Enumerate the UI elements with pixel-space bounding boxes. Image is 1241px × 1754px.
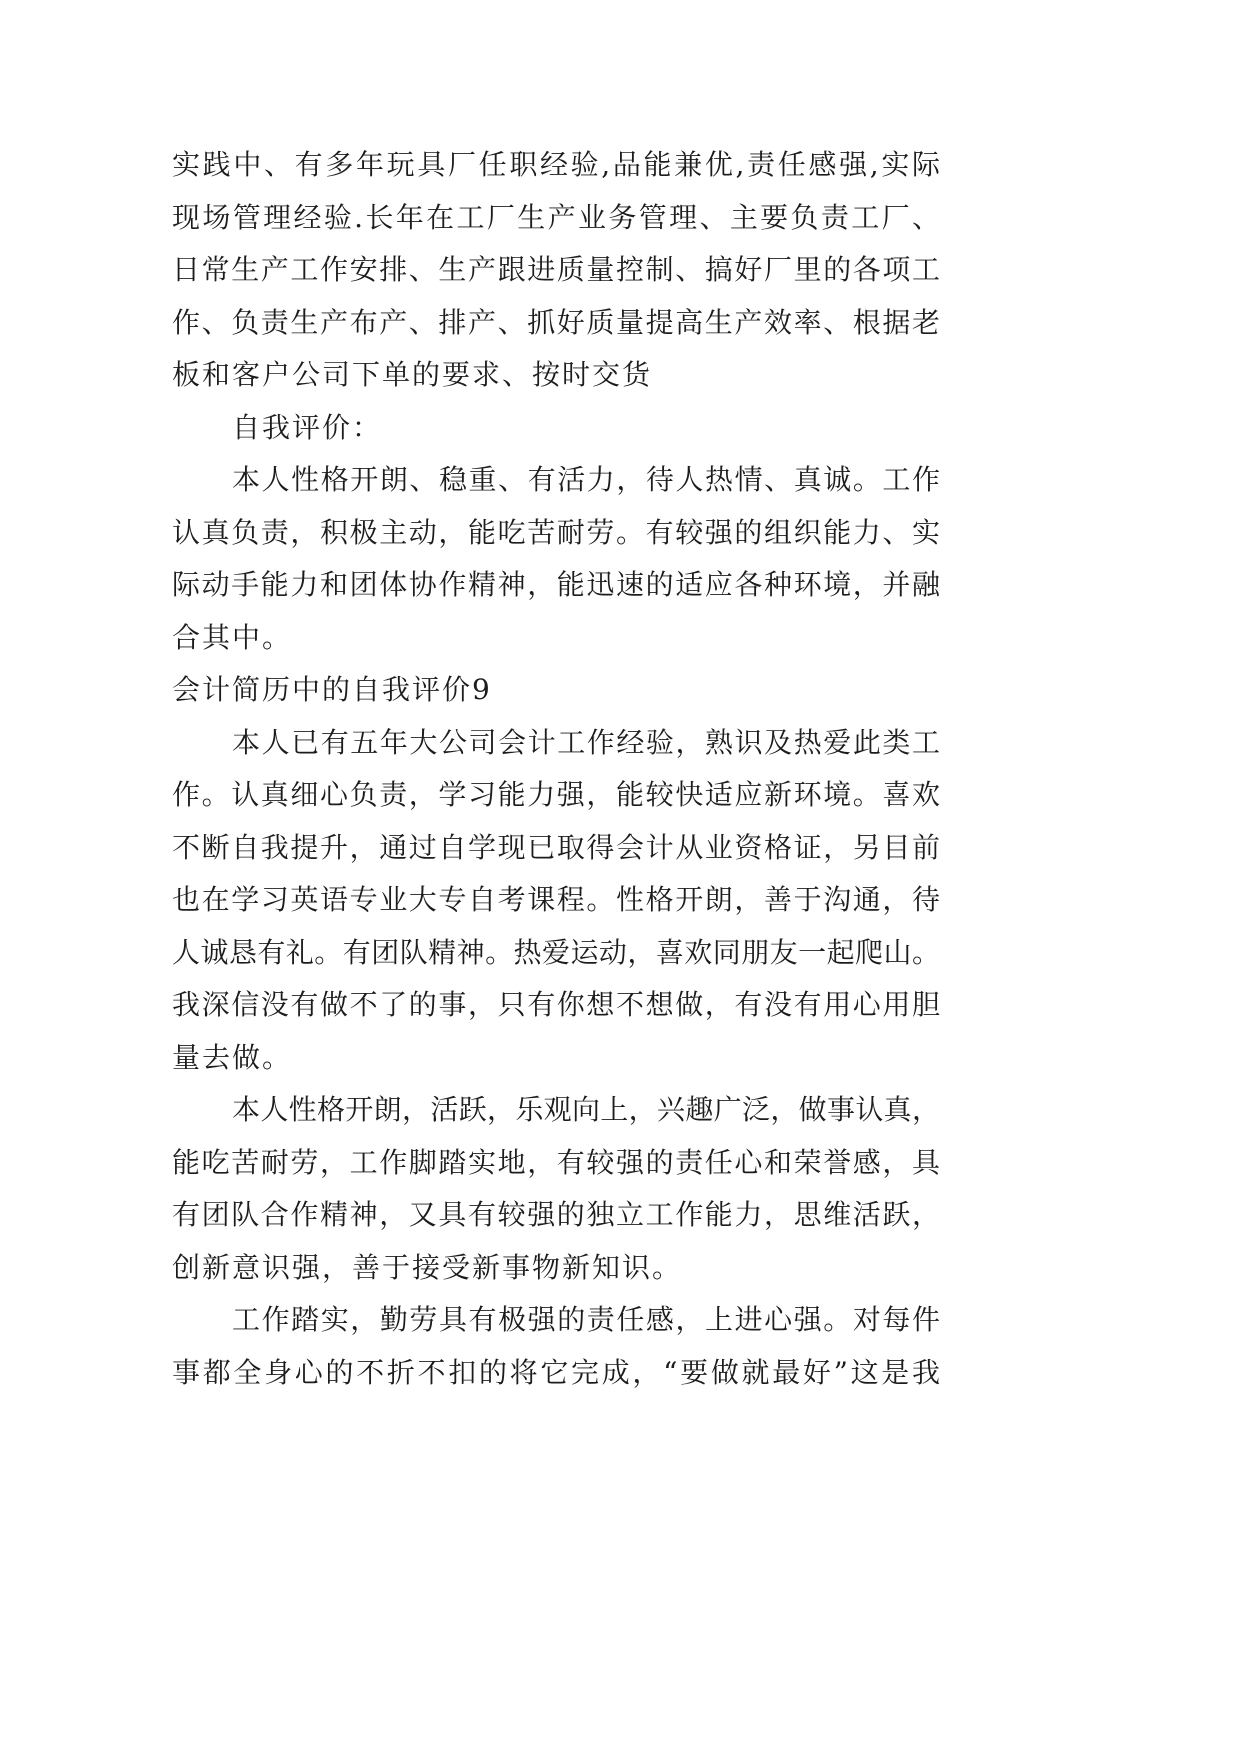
text-line: 不断自我提升，通过自学现已取得会计从业资格证，另目前 [172, 830, 940, 864]
paragraph-work-attitude [172, 1294, 940, 1399]
paragraph-accounting-experience [172, 717, 940, 1085]
text-line: 实践中、有多年玩具厂任职经验,品能兼优,责任感强,实际 [172, 148, 940, 181]
text-line: 本人已有五年大公司会计工作经验，熟识及热爱此类工 [232, 725, 940, 759]
text-line: 作。认真细心负责，学习能力强，能较快适应新环境。喜欢 [172, 778, 940, 811]
document-body [172, 139, 940, 1399]
self-evaluation-heading: 自我评价： [232, 410, 383, 444]
text-line: 板和客户公司下单的要求、按时交货 [172, 358, 653, 391]
text-line: 认真负责，积极主动，能吃苦耐劳。有较强的组织能力、实 [172, 515, 940, 549]
text-line: 本人性格开朗，活跃，乐观向上，兴趣广泛，做事认真， [232, 1093, 940, 1126]
text-line: 事都全身心的不折不扣的将它完成，“要做就最好”这是我 [172, 1355, 940, 1389]
text-line: 量去做。 [172, 1040, 293, 1074]
section-title: 会计简历中的自我评价9 [172, 673, 492, 706]
paragraph-personality [172, 1084, 940, 1294]
text-line: 工作踏实，勤劳具有极强的责任感，上进心强。对每件 [232, 1303, 940, 1336]
paragraph-work-experience [172, 139, 940, 402]
text-line: 我深信没有做不了的事，只有你想不想做，有没有用心用胆 [172, 988, 940, 1021]
text-line: 际动手能力和团体协作精神，能迅速的适应各种环境，并融 [172, 568, 940, 601]
paragraph-self-evaluation [172, 454, 940, 664]
text-line: 人诚恳有礼。有团队精神。热爱运动，喜欢同朋友一起爬山。 [172, 935, 940, 969]
text-line: 现场管理经验.长年在工厂生产业务管理、主要负责工厂、 [172, 200, 940, 234]
text-line: 本人性格开朗、稳重、有活力，待人热情、真诚。工作 [232, 463, 940, 496]
text-line: 有团队合作精神，又具有较强的独立工作能力，思维活跃， [172, 1198, 940, 1231]
text-line: 也在学习英语专业大专自考课程。性格开朗，善于沟通，待 [172, 883, 940, 916]
text-line: 创新意识强，善于接受新事物新知识。 [172, 1250, 683, 1284]
text-line: 合其中。 [172, 620, 293, 654]
text-line: 能吃苦耐劳，工作脚踏实地，有较强的责任心和荣誉感，具 [172, 1145, 940, 1179]
text-line: 日常生产工作安排、生产跟进质量控制、搞好厂里的各项工 [172, 253, 940, 286]
text-line: 作、负责生产布产、排产、抓好质量提高生产效率、根据老 [172, 305, 940, 339]
